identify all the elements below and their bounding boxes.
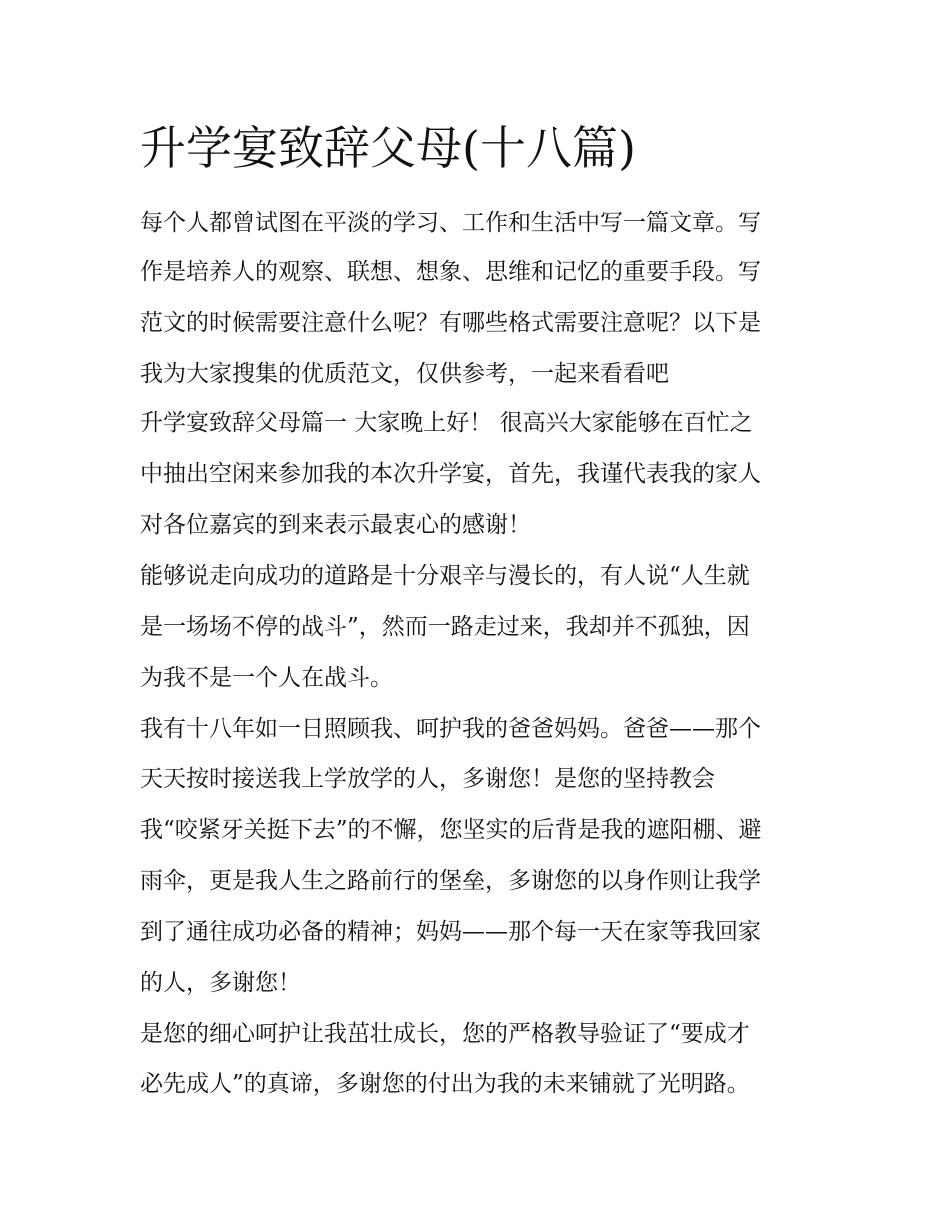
text-line: 雨伞，更是我人生之路前行的堡垒，多谢您的以身作则让我学 bbox=[140, 868, 761, 894]
text-line: 范文的时候需要注意什么呢？有哪些格式需要注意呢？以下是 bbox=[140, 310, 761, 336]
text-line: 到了通往成功必备的精神；妈妈——那个每一天在家等我回家 bbox=[140, 919, 761, 945]
text-line: 我“咬紧牙关挺下去”的不懈，您坚实的后背是我的遮阳棚、避 bbox=[140, 817, 762, 843]
text-line: 必先成人”的真谛，多谢您的付出为我的未来铺就了光明路。 bbox=[140, 1071, 750, 1097]
text-line: 是一场场不停的战斗”，然而一路走过来，我却并不孤独，因 bbox=[140, 614, 750, 640]
text-line: 我为大家搜集的优质范文，仅供参考，一起来看看吧 bbox=[140, 361, 669, 387]
text-line: 作是培养人的观察、联想、想象、思维和记忆的重要手段。写 bbox=[140, 259, 761, 285]
text-line: 对各位嘉宾的到来表示最衷心的感谢！ bbox=[140, 512, 531, 538]
text-line: 升学宴致辞父母篇一 大家晚上好！ 很高兴大家能够在百忙之 bbox=[140, 410, 753, 436]
text-line: 是您的细心呵护让我茁壮成长，您的严格教导验证了“要成才 bbox=[140, 1021, 750, 1047]
text-line: 的人，多谢您！ bbox=[140, 970, 301, 996]
text-line: 中抽出空闲来参加我的本次升学宴，首先，我谨代表我的家人 bbox=[140, 461, 761, 487]
text-line: 能够说走向成功的道路是十分艰辛与漫长的，有人说“人生就 bbox=[140, 563, 750, 589]
text-line: 天天按时接送我上学放学的人，多谢您！是您的坚持教会 bbox=[140, 766, 715, 792]
text-line: 每个人都曾试图在平淡的学习、工作和生活中写一篇文章。写 bbox=[140, 210, 761, 236]
text-line: 我有十八年如一日照顾我、呵护我的爸爸妈妈。爸爸——那个 bbox=[140, 716, 761, 742]
document-title: 升学宴致辞父母(十八篇) bbox=[140, 121, 636, 175]
text-line: 为我不是一个人在战斗。 bbox=[140, 665, 393, 691]
